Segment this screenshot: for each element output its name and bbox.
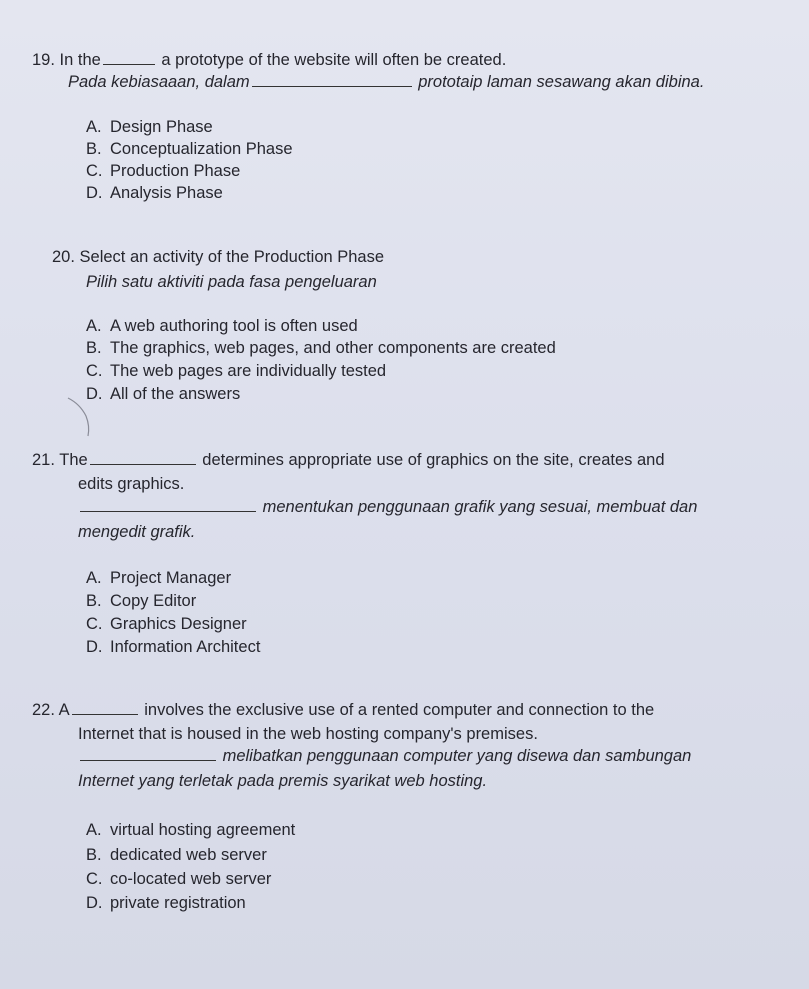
question-20-english: 20. Select an activity of the Production Phase xyxy=(52,248,385,266)
option-d[interactable]: D. All of the answers xyxy=(86,385,241,403)
option-a[interactable]: A. virtual hosting agreement xyxy=(86,821,296,839)
option-c[interactable]: C. Production Phase xyxy=(86,162,241,180)
answer-blank xyxy=(103,63,155,65)
option-c[interactable]: C. co-located web server xyxy=(86,870,272,888)
option-b[interactable]: B. The graphics, web pages, and other components are created xyxy=(86,339,556,357)
option-a[interactable]: A. Project Manager xyxy=(86,569,232,587)
question-21-english-line2: edits graphics. xyxy=(78,475,185,493)
question-number: 20. xyxy=(52,248,75,266)
answer-blank xyxy=(80,510,256,512)
question-22-english-line2: Internet that is housed in the web hosting company's premises. xyxy=(78,725,538,743)
answer-blank xyxy=(252,85,412,87)
question-21-malay-line2: mengedit grafik. xyxy=(78,523,196,541)
question-21-english: 21. The determines appropriate use of graphics on the site, creates and xyxy=(32,451,665,469)
option-b[interactable]: B. Copy Editor xyxy=(86,592,197,610)
question-21-malay: menentukan penggunaan grafik yang sesuai, membuat dan xyxy=(78,497,697,517)
answer-blank xyxy=(72,713,138,715)
option-d[interactable]: D. Analysis Phase xyxy=(86,184,223,202)
option-b[interactable]: B. Conceptualization Phase xyxy=(86,140,293,158)
option-d[interactable]: D. Information Architect xyxy=(86,638,261,656)
option-c[interactable]: C. Graphics Designer xyxy=(86,615,247,633)
option-c[interactable]: C. The web pages are individually tested xyxy=(86,362,387,380)
pencil-mark xyxy=(60,390,100,440)
question-22-malay: melibatkan penggunaan computer yang disewa dan sambungan xyxy=(78,746,691,766)
question-number: 22. xyxy=(32,701,55,719)
question-22-malay-line2: Internet yang terletak pada premis syarikat web hosting. xyxy=(78,772,488,790)
question-19-malay: Pada kebiasaaan, dalam prototaip laman sesawang akan dibina. xyxy=(68,73,705,91)
question-number: 19. xyxy=(32,51,55,69)
question-19-english: 19. In the a prototype of the website will often be created. xyxy=(32,51,507,69)
option-a[interactable]: A. Design Phase xyxy=(86,118,213,136)
answer-blank xyxy=(90,463,196,465)
question-number: 21. xyxy=(32,451,55,469)
answer-blank xyxy=(80,759,216,761)
question-22-english: 22. A involves the exclusive use of a rented computer and connection to the xyxy=(32,701,655,719)
option-a[interactable]: A. A web authoring tool is often used xyxy=(86,317,358,335)
question-20-malay: Pilih satu aktiviti pada fasa pengeluaran xyxy=(86,273,377,291)
option-b[interactable]: B. dedicated web server xyxy=(86,846,267,864)
option-d[interactable]: D. private registration xyxy=(86,894,246,912)
